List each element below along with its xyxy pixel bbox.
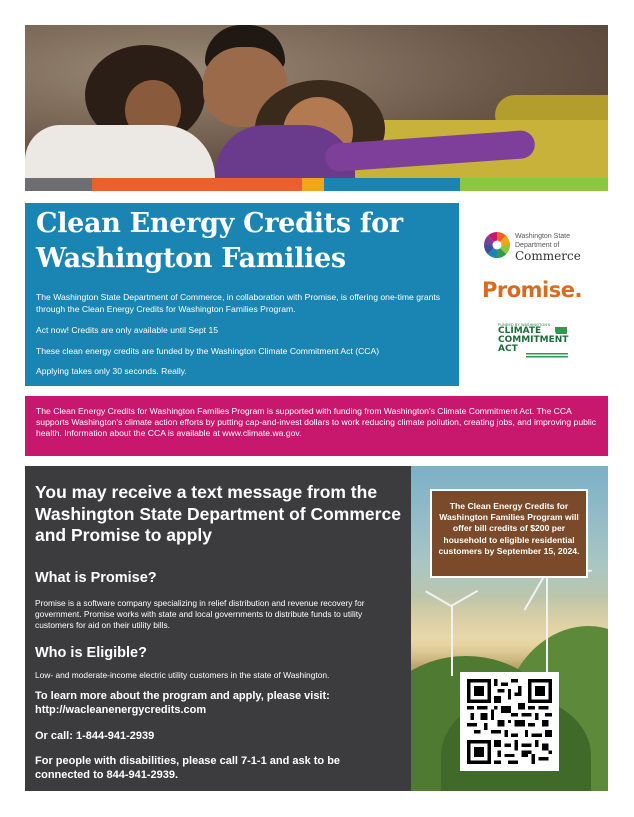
applying-text: Applying takes only 30 seconds. Really.	[36, 366, 187, 376]
bill-credit-text: The Clean Energy Credits for Washington Families Program will offer bill credits of $200 per household to eligible residential customers by September 15, 2024.	[438, 501, 580, 556]
cca-logo	[498, 323, 578, 363]
call-text: Or call: 1-844-941-2939	[35, 730, 155, 742]
act-now-text: Act now! Credits are only available until Sept 15	[36, 325, 219, 335]
stripe-segment	[460, 178, 608, 191]
commerce-line3: Commerce	[515, 249, 581, 263]
bill-credit-callout	[430, 489, 588, 578]
learn-more-text: To learn more about the program and apply, please visit: http://wacleanenergycredits.com	[35, 690, 330, 716]
stripe-segment	[302, 178, 324, 191]
stripe-segment	[324, 178, 460, 191]
cca-line1: CLIMATE	[498, 326, 542, 336]
page-title: Clean Energy Credits for Washington Families	[36, 208, 403, 274]
what-is-promise-body: Promise is a software company specializing in relief distribution and revenue recovery for government. Promise works with state and local governments to distribute funds to utility customers for aid on their utility bills.	[35, 598, 365, 630]
cca-info-text: The Clean Energy Credits for Washington Families Program is supported with funding from Washington's Climate Commitment Act. The CCA supports Washington's climate action efforts by putting cap-and-invest dollars to work reducing climate pollution, creating jobs, and improving public health. Information about the CCA is available at www.climate.wa.gov.	[36, 406, 597, 439]
cca-lines-decoration	[526, 353, 568, 359]
cca-line3: ACT	[498, 344, 518, 354]
commerce-line1: Washington State	[515, 233, 570, 240]
commerce-line2: Department of	[515, 242, 560, 249]
stripe-segment	[25, 178, 92, 191]
cca-info-bar	[25, 396, 608, 456]
commerce-pinwheel-icon	[483, 231, 511, 259]
disabilities-text: For people with disabilities, please call 7-1-1 and ask to be connected to 844-941-2939.	[35, 755, 341, 781]
who-is-eligible-body: Low- and moderate-income electric utility customers in the state of Washington.	[35, 670, 330, 680]
intro-text: The Washington State Department of Commerce, in collaboration with Promise, is offering one-time grants through the Clean Energy Credits for Washington Families Program.	[36, 292, 441, 314]
stripe-segment	[197, 178, 302, 191]
funded-text: These clean energy credits are funded by the Washington Climate Commitment Act (CCA)	[36, 346, 380, 356]
title-panel	[25, 203, 459, 386]
family-photo	[25, 25, 608, 178]
what-is-promise-heading: What is Promise?	[35, 570, 157, 586]
text-message-headline: You may receive a text message from the Washington State Department of Commerce and Promise to apply	[35, 482, 401, 545]
washington-state-icon	[554, 326, 568, 335]
qr-code[interactable]	[460, 672, 559, 771]
cca-small-text: FUNDED BY WASHINGTON'S	[498, 323, 551, 327]
color-stripe	[25, 178, 608, 191]
qr-code-icon	[467, 679, 552, 764]
who-is-eligible-heading: Who is Eligible?	[35, 645, 147, 661]
stripe-segment	[92, 178, 197, 191]
promise-logo: Promise.	[482, 278, 582, 302]
info-panel	[25, 466, 411, 791]
commerce-logo	[483, 229, 593, 263]
cca-line2: COMMITMENT	[498, 335, 569, 345]
